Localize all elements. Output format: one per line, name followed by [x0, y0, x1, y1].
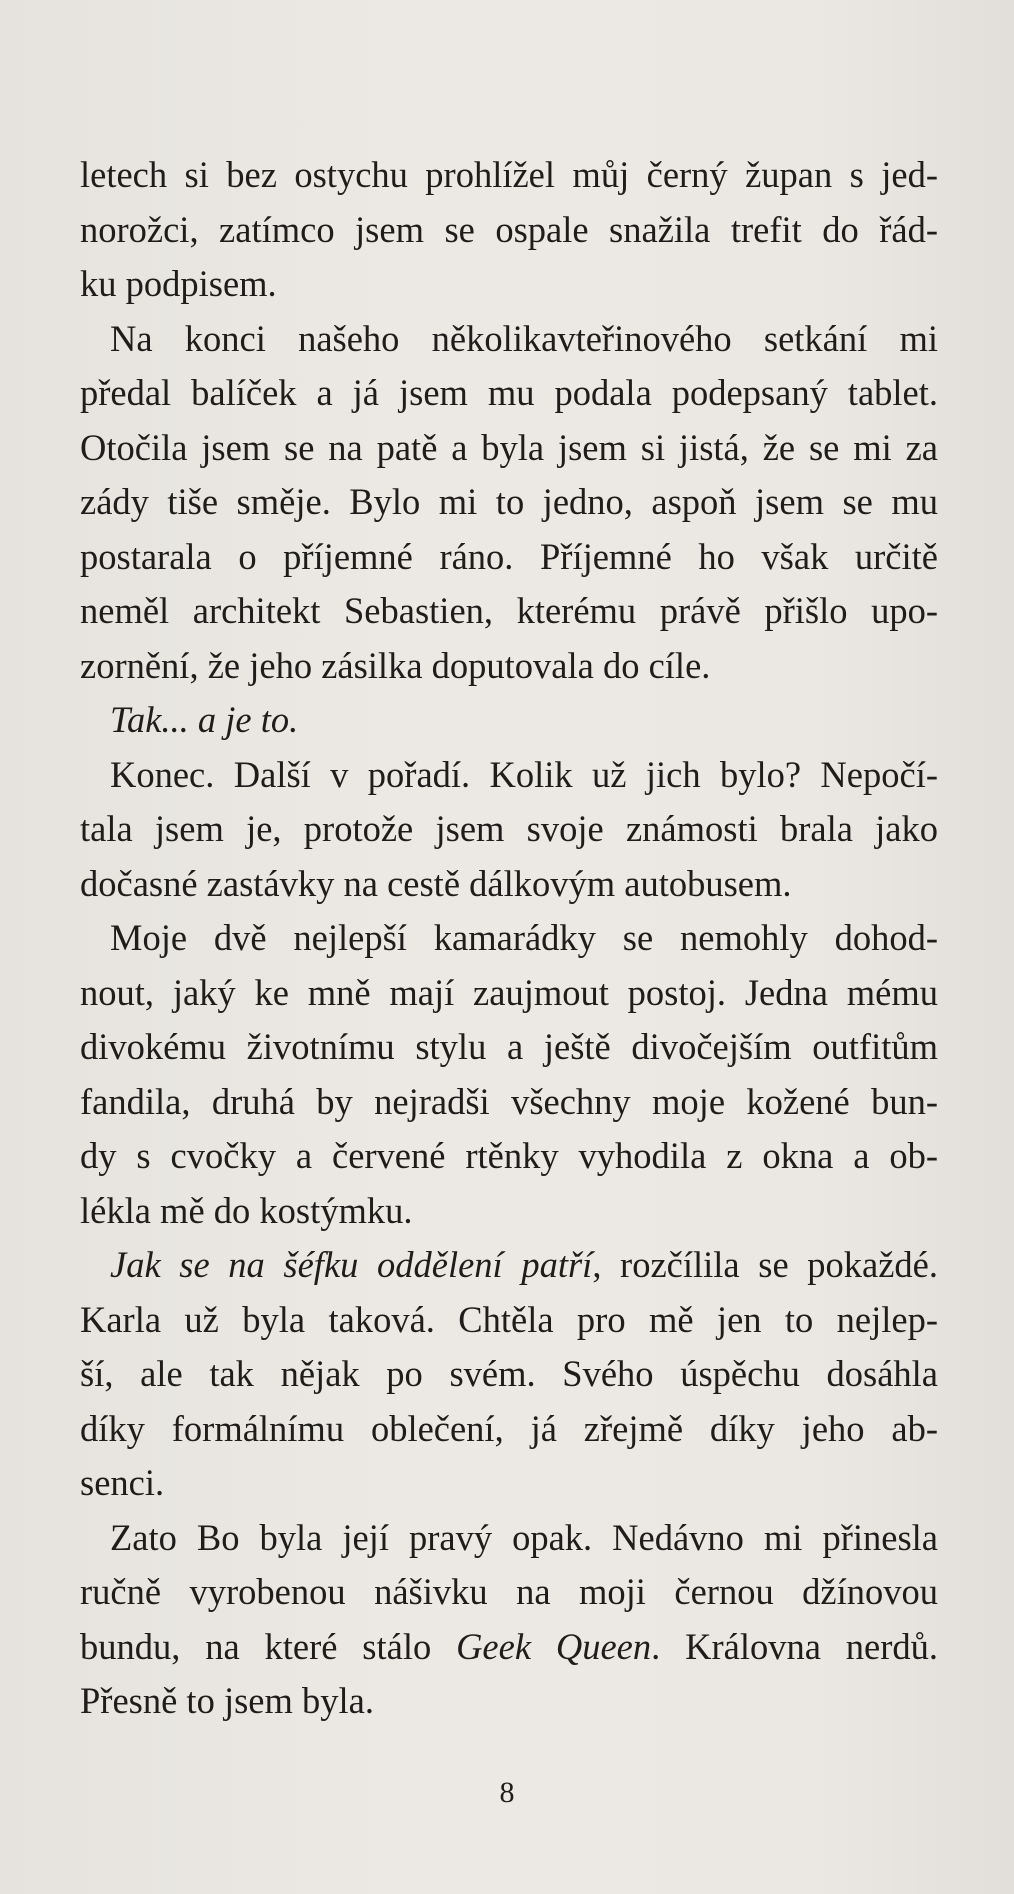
text-line: nout, jaký ke mně mají zaujmout postoj. Jedna mému — [80, 971, 938, 1013]
text-line: ručně vyrobenou nášivku na moji černou džínovou — [80, 1571, 938, 1612]
text-run: . Královna nerdů. — [651, 1625, 938, 1667]
text-line: díky formálnímu oblečení, já zřejmě díky jeho ab- — [80, 1407, 938, 1449]
text-line: Konec. Další v pořadí. Kolik už jich bylo? Nepočí- — [110, 753, 938, 795]
text-line: Přesně to jsem byla. — [80, 1680, 374, 1721]
body-text — [80, 148, 938, 1729]
text-line: zády tiše směje. Bylo mi to jedno, aspoň jsem se mu — [80, 481, 938, 522]
text-line: postarala o příjemné ráno. Příjemné ho však určitě — [80, 535, 938, 577]
text-line: Tak... a je to. — [110, 699, 299, 740]
text-line: neměl architekt Sebastien, kterému právě přišlo upo- — [80, 590, 938, 631]
text-line: norožci, zatímco jsem se ospale snažila trefit do řád- — [80, 208, 938, 250]
text-line — [80, 1620, 938, 1675]
text-line: ku podpisem. — [80, 263, 277, 304]
text-line: předal balíček a já jsem mu podala podepsaný tablet. — [80, 372, 938, 413]
text-line: Moje dvě nejlepší kamarádky se nemohly dohod- — [110, 917, 938, 958]
text-line: zornění, že jeho zásilka doputovala do cíle. — [80, 644, 711, 686]
text-run: , rozčílila se pokaždé. — [592, 1244, 938, 1285]
text-line: fandila, druhá by nejradši všechny moje kožené bun- — [80, 1080, 938, 1122]
text-line: dy s cvočky a červené rtěnky vyhodila z okna a ob- — [80, 1135, 938, 1176]
text-line: Zato Bo byla její pravý opak. Nedávno mi přinesla — [110, 1516, 938, 1558]
text-line: senci. — [80, 1462, 165, 1503]
text-line — [80, 1238, 938, 1293]
page-number: 8 — [499, 1776, 515, 1809]
text-line: letech si bez ostychu prohlížel můj černý župan s jed- — [80, 154, 938, 195]
text-line: lékla mě do kostýmku. — [80, 1189, 413, 1231]
italic-phrase: Geek Queen — [456, 1625, 652, 1667]
text-line: Otočila jsem se na patě a byla jsem si jistá, že se mi za — [80, 426, 938, 468]
text-line: tala jsem je, protože jsem svoje známosti brala jako — [80, 808, 938, 849]
text-line: divokému životnímu stylu a ještě divočejším outfitům — [80, 1026, 938, 1067]
text-run: bundu, na které stálo — [80, 1625, 457, 1667]
italic-phrase: Jak se na šéfku oddělení patří — [110, 1244, 593, 1285]
text-line: Na konci našeho několikavteřinového setkání mi — [110, 317, 938, 359]
text-line: ší, ale tak nějak po svém. Svého úspěchu dosáhla — [80, 1353, 938, 1394]
text-line: Karla už byla taková. Chtěla pro mě jen to nejlep- — [80, 1298, 938, 1340]
text-line: dočasné zastávky na cestě dálkovým autobusem. — [80, 862, 792, 904]
